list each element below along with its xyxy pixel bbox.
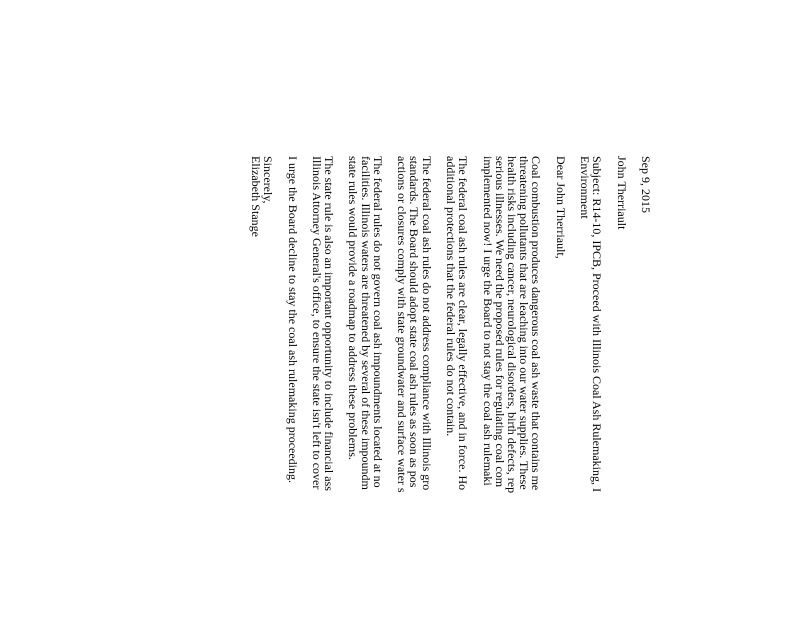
subject-line-continued: Environment xyxy=(578,156,593,219)
letter-body xyxy=(250,156,652,616)
paragraph-line: standards. The Board should adopt state coal ash rules as soon as pos xyxy=(407,156,422,488)
subject-line: Subject: R14-10, IPCB, Proceed with Illinois Coal Ash Rulemaking, I xyxy=(590,156,605,492)
paragraph-1 xyxy=(481,156,542,616)
paragraph-5 xyxy=(311,156,335,616)
letter-date: Sep 9, 2015 xyxy=(639,156,653,213)
paragraph-3 xyxy=(396,156,433,616)
closing: Sincerely, xyxy=(261,156,276,204)
paragraph-4 xyxy=(347,156,384,616)
paragraph-line: implemented now! I urge the Board to not stay the coal ash rulemaki xyxy=(480,156,495,486)
signature-name: Elizabeth Stange xyxy=(249,156,263,237)
paragraph-line: health risks including cancer, neurological disorders, birth defects, rep xyxy=(504,156,519,494)
paragraph-line: The federal rules do not govern coal ash impoundments located at no xyxy=(370,156,385,488)
paragraph-line: The state rule is also an important opportunity to include financial ass xyxy=(322,156,337,491)
paragraph-line: serious illnesses. We need the proposed rules for regulating coal com xyxy=(492,156,507,488)
paragraph-line: threatening pollutants that are leaching into our water supplies. These xyxy=(517,156,532,490)
paragraph-2 xyxy=(445,156,469,616)
paragraph-line: actions or closures comply with state groundwater and surface water s xyxy=(395,156,410,493)
paragraph-line: state rules would provide a roadmap to address these problems. xyxy=(346,156,361,460)
paragraph-line: I urge the Board decline to stay the coal ash rulemaking proceeding. xyxy=(285,156,300,483)
paragraph-line: The federal coal ash rules are clear, legally effective, and in force. Ho xyxy=(456,156,471,491)
paragraph-line: additional protections that the federal rules do not contain. xyxy=(444,156,458,437)
paragraph-6 xyxy=(286,156,298,616)
paragraph-line: Coal combustion produces dangerous coal ash waste that contains me xyxy=(529,156,544,491)
paragraph-line: Illinois Attorney General's office, to ensure the state isn't left to cover xyxy=(309,156,324,490)
salutation: Dear John Therriault, xyxy=(553,156,568,259)
paragraph-line: The federal coal ash rules do not address compliance with Illinois gro xyxy=(419,156,434,491)
letter-recipient: John Therriault xyxy=(614,156,629,230)
paragraph-line: facilities. Illinois waters are threatened by several of these impoundm xyxy=(358,156,373,490)
